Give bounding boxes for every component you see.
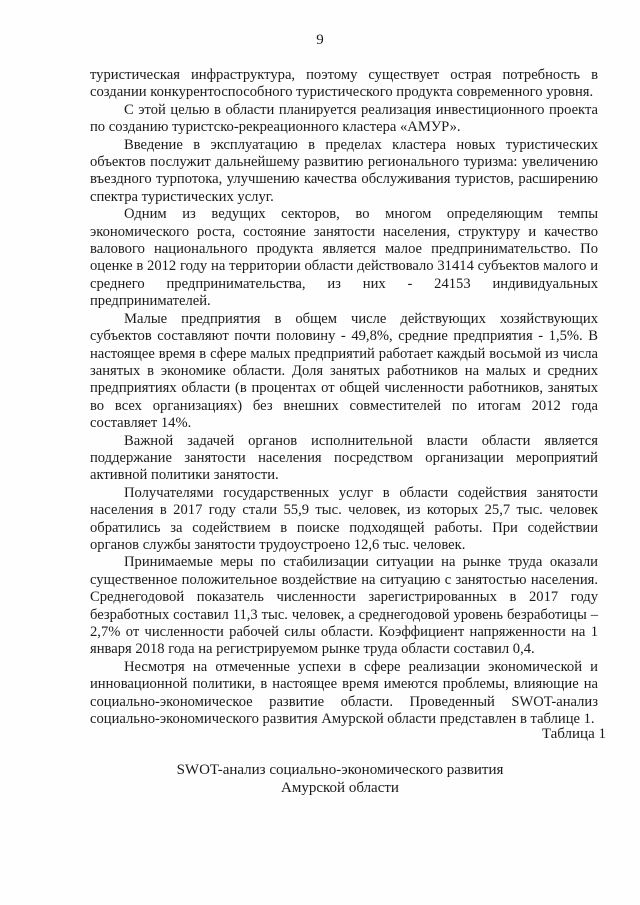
table-title bbox=[150, 762, 530, 797]
paragraph: туристическая инфраструктура, поэтому существует острая потребность в создании конкурентоспособного туристического продукта современного уровня. bbox=[90, 67, 598, 101]
paragraph: Введение в эксплуатацию в пределах кластера новых туристических объектов послужит дальнейшему развитию регионального туризма: увеличению въездного турпотока, улучшению качества обслуживания туристов, расширению спектра туристических услуг. bbox=[90, 136, 598, 205]
table-label: Таблица 1 bbox=[541, 726, 606, 742]
body-text bbox=[90, 67, 598, 728]
paragraph: Получателями государственных услуг в области содействия занятости населения в 2017 году стали 55,9 тыс. человек, из которых 25,7 тыс. человек обратились за содействием в поиске подходящей работы. При содействии органов службы занятости трудоустроено 12,6 тыс. человек. bbox=[90, 484, 598, 553]
page-number: 9 bbox=[316, 32, 324, 48]
paragraph: Малые предприятия в общем числе действующих хозяйствующих субъектов составляют почти половину - 49,8%, средние предприятия - 1,5%. В настоящее время в сфере малых предприятий работает каждый восьмой из числа занятых в экономике области. Доля занятых работников на малых и средних предприятиях области (в процентах от общей численности работников, занятых во всех организациях) без внешних совместителей по итогам 2012 года составляет 14%. bbox=[90, 310, 598, 432]
table-title-line: Амурской области bbox=[281, 779, 399, 796]
table-title-line: SWOT-анализ социально-экономического развития bbox=[176, 762, 504, 778]
paragraph: Важной задачей органов исполнительной власти области является поддержание занятости населения посредством организации мероприятий активной политики занятости. bbox=[90, 432, 598, 484]
paragraph: Несмотря на отмеченные успехи в сфере реализации экономической и инновационной политики, в настоящее время имеются проблемы, влияющие на социально-экономическое развитие области. Проведенный SWOT-анализ социально-экономического развития Амурской области представлен в таблице 1. bbox=[90, 658, 598, 728]
paragraph: Одним из ведущих секторов, во многом определяющим темпы экономического роста, состояние занятости населения, структуру и качество валового национального продукта является малое предпринимательство. По оценке в 2012 году на территории области действовало 31414 субъектов малого и среднего предпринимательства, из них - 24153 индивидуальных предпринимателей. bbox=[90, 206, 598, 310]
paragraph: С этой целью в области планируется реализация инвестиционного проекта по созданию туристско-рекреационного кластера «АМУР». bbox=[90, 101, 598, 136]
paragraph: Принимаемые меры по стабилизации ситуации на рынке труда оказали существенное положительное воздействие на ситуацию с занятостью населения. Среднегодовой показатель численности зарегистрированных в 2017 году безработных составил 11,3 тыс. человек, а среднегодовой уровень безработицы – 2,7% от численности рабочей силы области. Коэффициент напряженности на 1 января 2018 года на регистрируемом рынке труда области составил 0,4. bbox=[90, 554, 598, 658]
